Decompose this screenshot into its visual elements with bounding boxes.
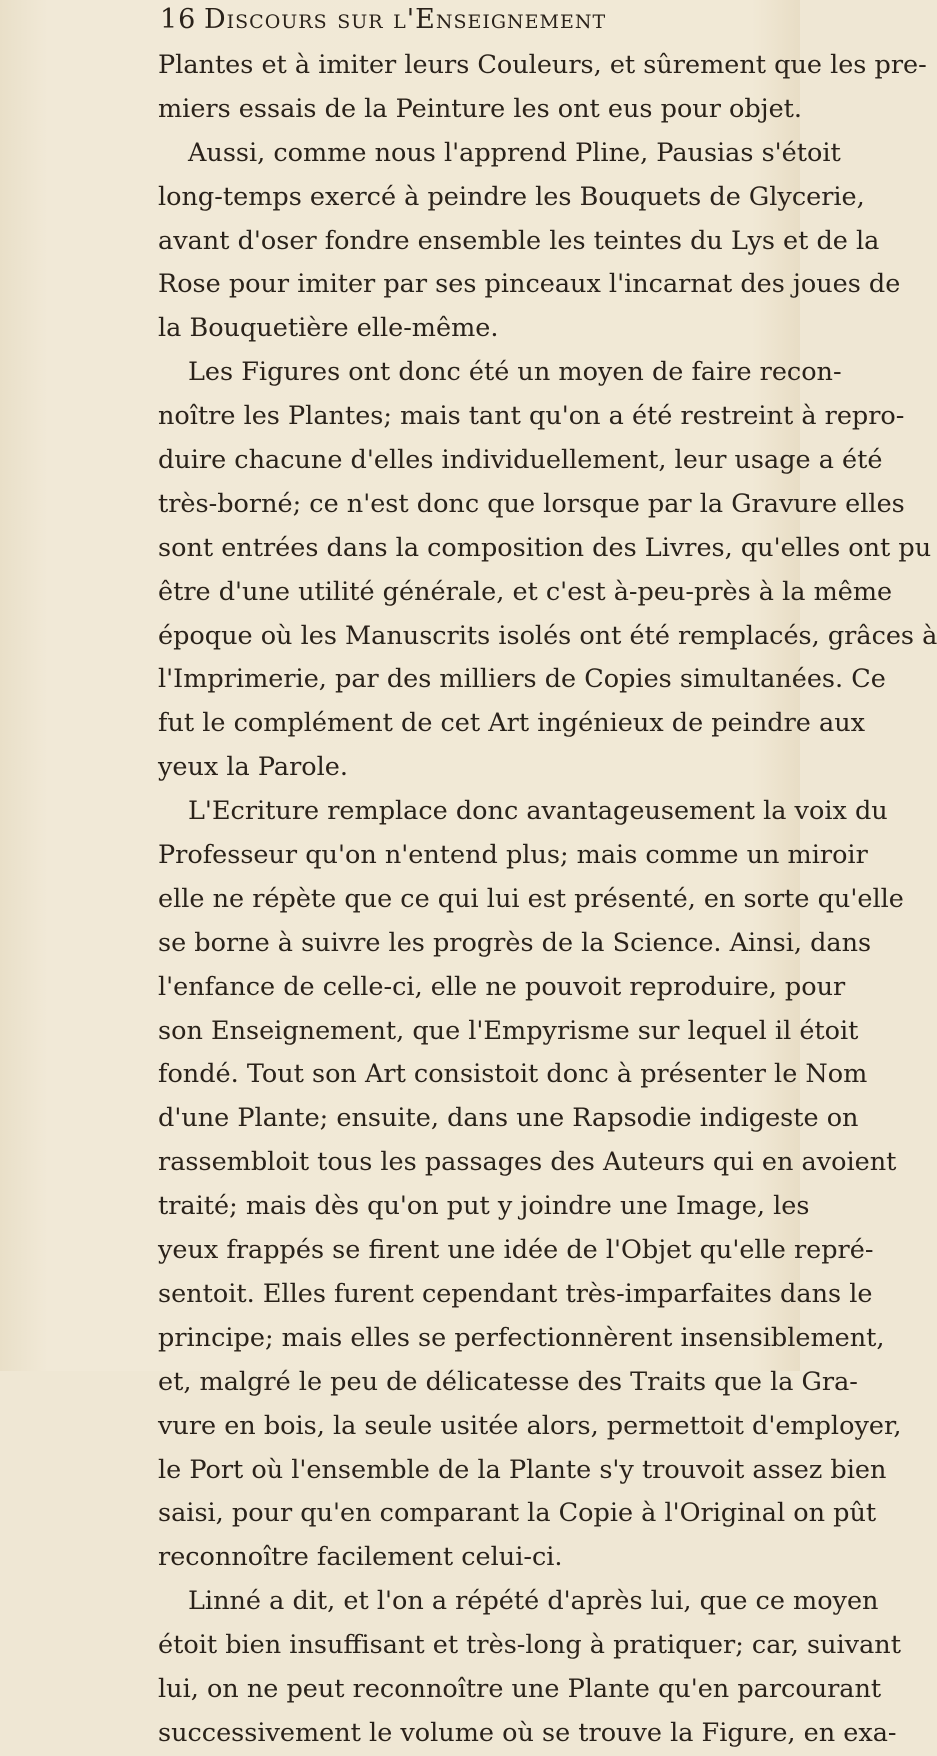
text-line: le Port où l'ensemble de la Plante s'y trouvoit assez bien [158,1454,887,1485]
text-line: principe; mais elles se perfectionnèrent insensiblement, [158,1322,885,1353]
text-line: Linné a dit, et l'on a répété d'après lui, que ce moyen [188,1586,879,1617]
text-line: yeux frappés se firent une idée de l'Objet qu'elle repré- [158,1235,874,1266]
text-line: fondé. Tout son Art consistoit donc à présenter le Nom [158,1059,868,1090]
text-line: Les Figures ont donc été un moyen de faire recon- [188,357,842,388]
text-line: très-borné; ce n'est donc que lorsque par la Gravure elles [158,488,905,519]
text-line: et, malgré le peu de délicatesse des Traits que la Gra- [158,1366,858,1397]
text-line: époque où les Manuscrits isolés ont été remplacés, grâces à [158,620,937,651]
text-line: l'Imprimerie, par des milliers de Copies simultanées. Ce [158,664,886,695]
text-line: Rose pour imiter par ses pinceaux l'incarnat des joues de [158,269,901,300]
text-line: la Bouquetière elle-même. [158,313,499,344]
text-line: Plantes et à imiter leurs Couleurs, et sûrement que les pre- [158,50,927,80]
text-line: yeux la Parole. [158,752,348,783]
text-line: Aussi, comme nous l'apprend Pline, Pausias s'étoit [188,137,841,168]
text-line: Professeur qu'on n'entend plus; mais comme un miroir [158,840,868,871]
body-text [158,44,937,1756]
text-line: rassembloit tous les passages des Auteurs qui en avoient [158,1147,897,1178]
text-line: fut le complément de cet Art ingénieux de peindre aux [158,708,866,739]
running-head: Discours sur l'Enseignement [204,4,607,35]
text-line: d'une Plante; ensuite, dans une Rapsodie indigeste on [158,1103,859,1134]
text-line: avant d'oser fondre ensemble les teintes du Lys et de la [158,225,880,256]
text-line: noître les Plantes; mais tant qu'on a été restreint à repro- [158,401,905,432]
text-line: l'enfance de celle-ci, elle ne pouvoit reproduire, pour [158,971,846,1002]
page-header [160,4,740,42]
text-line: être d'une utilité générale, et c'est à-peu-près à la même [158,576,893,607]
text-line: sont entrées dans la composition des Livres, qu'elles ont pu [158,532,932,563]
text-line: long-temps exercé à peindre les Bouquets de Glycerie, [158,181,865,212]
text-line: se borne à suivre les progrès de la Science. Ainsi, dans [158,927,872,958]
text-line: son Enseignement, que l'Empyrisme sur lequel il étoit [158,1015,859,1046]
page-number: 16 [160,4,197,35]
text-line: lui, on ne peut reconnoître une Plante qu'en parcourant [158,1673,882,1704]
text-line: elle ne répète que ce qui lui est présenté, en sorte qu'elle [158,883,904,914]
text-line: L'Ecriture remplace donc avantageusement la voix du [188,796,888,827]
text-line: reconnoître facilement celui-ci. [158,1542,563,1573]
text-line: sentoit. Elles furent cependant très-imparfaites dans le [158,1278,873,1309]
text-line: successivement le volume où se trouve la Figure, en exa- [158,1717,897,1748]
text-line: traité; mais dès qu'on put y joindre une Image, les [158,1191,810,1222]
text-line: miers essais de la Peinture les ont eus pour objet. [158,93,803,124]
text-line: étoit bien insuffisant et très-long à pratiquer; car, suivant [158,1630,901,1661]
text-line: duire chacune d'elles individuellement, leur usage a été [158,445,883,476]
text-line: vure en bois, la seule usitée alors, permettoit d'employer, [158,1410,902,1441]
text-line: saisi, pour qu'en comparant la Copie à l'Original on pût [158,1498,877,1529]
